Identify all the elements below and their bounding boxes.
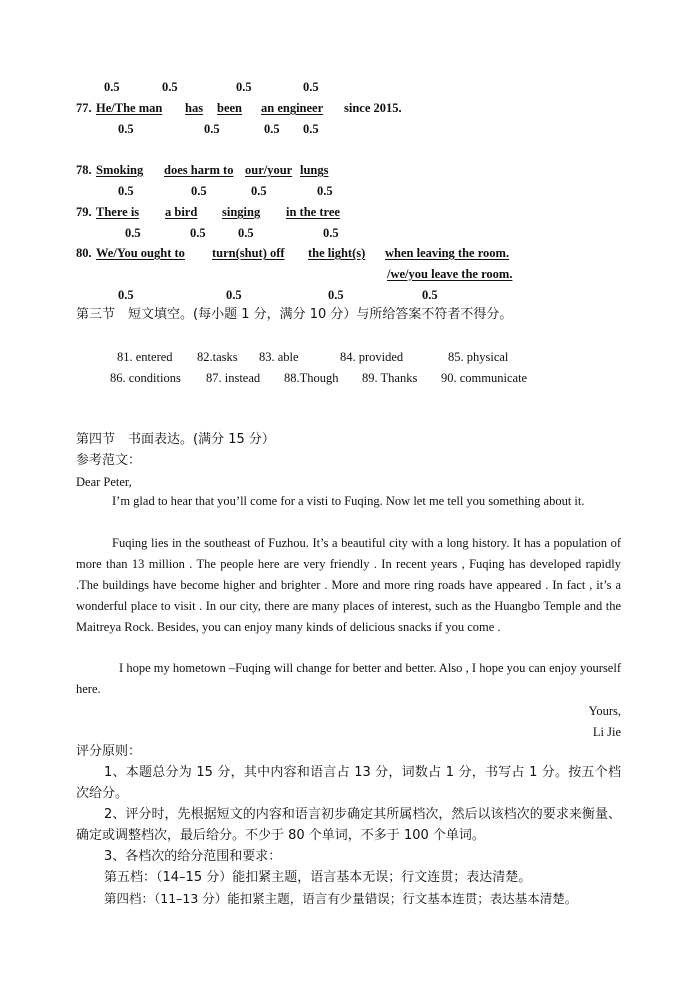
question-number: 77. (76, 101, 92, 115)
answer-segment: does harm to (164, 163, 234, 177)
score: 0.5 (422, 288, 438, 302)
answer-item: 82.tasks (197, 350, 238, 364)
score: 0.5 (303, 122, 319, 136)
answer-item: 89. Thanks (362, 371, 418, 385)
answer-segment: He/The man (96, 101, 163, 115)
answer-segment: There is (96, 205, 140, 219)
answer-segment: singing (222, 205, 261, 219)
essay-paragraph: I’m glad to hear that you’ll come for a visti to Fuqing. Now let me tell you something about it. (112, 494, 585, 508)
answer-segment: Smoking (96, 163, 144, 177)
answer-segment: been (217, 101, 242, 115)
score: 0.5 (162, 80, 178, 94)
answer-item: 87. instead (206, 371, 261, 385)
answer-segment: the light(s) (308, 246, 366, 260)
score: 0.5 (104, 80, 120, 94)
score: 0.5 (118, 122, 134, 136)
answer-segment: an engineer (261, 101, 324, 115)
score: 0.5 (191, 184, 207, 198)
answer-item: 84. provided (340, 350, 404, 364)
score: 0.5 (264, 122, 280, 136)
answer-segment: lungs (300, 163, 329, 177)
score: 0.5 (118, 288, 134, 302)
section-heading: 第三节 短文填空。(每小题 1 分，满分 10 分）与所给答案不符者不得分。 (76, 307, 513, 322)
closing: Yours, (588, 704, 621, 718)
score: 0.5 (303, 80, 319, 94)
section-heading: 第四节 书面表达。(满分 15 分） (76, 432, 275, 447)
answer-segment: in the tree (286, 205, 340, 219)
score: 0.5 (226, 288, 242, 302)
grading-level: 第四档：（11–13 分）能扣紧主题，语言有少量错误；行文基本连贯；表达基本清楚。 (104, 891, 578, 906)
answer-item: 81. entered (117, 350, 173, 364)
question-number: 80. (76, 246, 92, 260)
signature: Li Jie (592, 725, 621, 739)
question-number: 78. (76, 163, 92, 177)
score: 0.5 (190, 226, 206, 240)
answer-item: 83. able (259, 350, 299, 364)
score: 0.5 (317, 184, 333, 198)
essay-paragraph: I hope my hometown –Fuqing will change for better and better. Also , I hope you can enjoy yourself here. (76, 661, 621, 696)
answer-item: 90. communicate (441, 371, 528, 385)
answer-segment: turn(shut) off (212, 246, 285, 260)
score: 0.5 (236, 80, 252, 94)
answer-tail: since 2015. (344, 101, 402, 115)
grading-rule: 3、各档次的给分范围和要求： (104, 849, 282, 864)
salutation: Dear Peter, (76, 475, 132, 489)
question-number: 79. (76, 205, 92, 219)
score: 0.5 (323, 226, 339, 240)
reference-label: 参考范文： (76, 453, 142, 468)
answer-segment: a bird (165, 205, 198, 219)
answer-segment: our/your (245, 163, 293, 177)
grading-rule: 2、评分时，先根据短文的内容和语言初步确定其所属档次，然后以该档次的要求来衡量、确定或调整档次，最后给分。不少于 80 个单词，不多于 100 个单词。 (76, 807, 621, 843)
score: 0.5 (238, 226, 254, 240)
answer-item: 88.Though (284, 371, 339, 385)
score: 0.5 (125, 226, 141, 240)
grading-rule: 1、本题总分为 15 分，其中内容和语言占 13 分，词数占 1 分，书写占 1 分。按五个档次给分。 (76, 765, 621, 801)
essay-paragraph: Fuqing lies in the southeast of Fuzhou. It’s a beautiful city with a long history. It has a population of more than 13 million . The people here are very friendly . In recent years , Fuqing has developed rapidly .The buildings have become higher and brighter . More and more ring roads have appeared . In fact , it’s a wonderful place to visit . In our city, there are many places of interest, such as the Huangbo Temple and the Maitreya Rock. Besides, you can enjoy many kinds of delicious snacks if you come . (76, 536, 621, 634)
answer-segment: when leaving the room. (385, 246, 510, 260)
score: 0.5 (118, 184, 134, 198)
score: 0.5 (328, 288, 344, 302)
grading-title: 评分原则： (76, 744, 142, 759)
score: 0.5 (204, 122, 220, 136)
score: 0.5 (251, 184, 267, 198)
answer-item: 85. physical (448, 350, 509, 364)
grading-level: 第五档：（14–15 分）能扣紧主题，语言基本无误；行文连贯；表达清楚。 (104, 870, 532, 885)
answer-segment: has (185, 101, 204, 115)
answer-segment: We/You ought to (96, 246, 185, 260)
answer-alternative: /we/you leave the room. (387, 267, 513, 281)
answer-item: 86. conditions (110, 371, 181, 385)
